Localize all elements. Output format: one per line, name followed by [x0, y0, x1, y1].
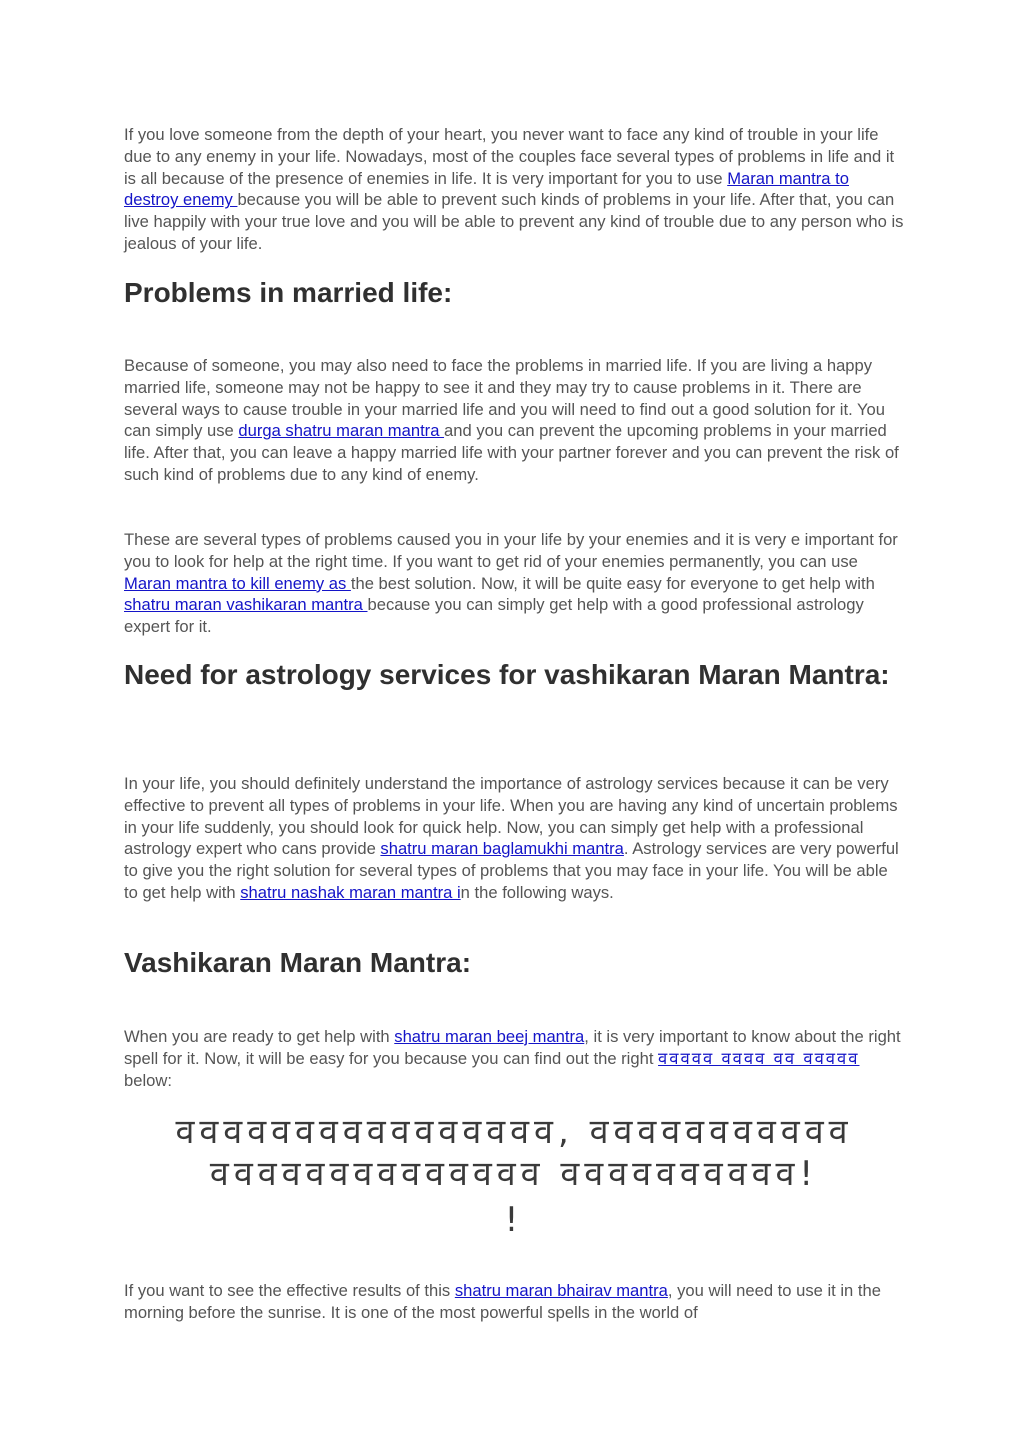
vashikaran-text-after: below: — [124, 1070, 172, 1090]
astrology-text-before: In your life, you should definitely understand the importance of astrology services because it can be very effective to prevent all types of problems in your life. When you are having any kind of uncertain problems in your life suddenly, you should look for quick help. Now, you can simply get help with a professional astrology expert who cans provide — [124, 774, 898, 859]
heading-need-astrology-services: Need for astrology services for vashikaran Maran Mantra: — [124, 659, 890, 690]
intro-text-after: because you will be able to prevent such kinds of problems in your life. After that, you can live happily with your true love and you will be able to prevent any kind of trouble due to any person who is jealous of your life. — [124, 190, 904, 253]
vashikaran-paragraph — [124, 1026, 904, 1091]
astrology-paragraph — [124, 773, 904, 904]
heading-problems-married-life: Problems in married life: — [124, 277, 453, 308]
mantra-block — [124, 1111, 904, 1241]
vashikaran-text-mid: , it is very important to know about the right spell for it. Now, it will be easy for you because you can find out the right — [124, 1027, 901, 1068]
link-maran-mantra-kill-enemy[interactable]: Maran mantra to kill enemy as — [124, 573, 351, 593]
mantra-line-1: वववववववववववववववव, ववववववववववव — [175, 1112, 853, 1152]
astrology-text-after: n the following ways. — [460, 882, 614, 902]
married-p2-text-after: because you can simply get help with a good professional astrology expert for it. — [124, 595, 864, 637]
link-shatru-maran-beej-mantra[interactable]: shatru maran beej mantra — [394, 1027, 585, 1046]
married-p2-text-before: These are several types of problems caused you in your life by your enemies and it is very e important for you to look for help at the right time. If you want to get rid of your enemies permanently, you can use — [124, 530, 898, 571]
mantra-line-3: ! — [504, 1200, 524, 1240]
married-p2-text-mid: the best solution. Now, it will be quite easy for everyone to get help with — [350, 573, 875, 593]
link-shatru-nashak-maran-mantra[interactable]: shatru nashak maran mantra i — [240, 882, 461, 902]
bhairav-text-before: If you want to see the effective results of this — [124, 1281, 455, 1300]
vashikaran-text-before: When you are ready to get help with — [124, 1027, 395, 1046]
married-p1-text-after: and you can prevent the upcoming problems in your married life. After that, you can leave a happy married life with your partner forever and you can prevent the risk of such kind of problems due to any kind of enemy. — [124, 421, 899, 484]
link-durga-shatru-maran-mantra[interactable]: durga shatru maran mantra — [238, 421, 445, 441]
link-maran-mantra-destroy-enemy[interactable]: Maran mantra to destroy enemy — [124, 168, 849, 210]
link-shatru-maran-baglamukhi-mantra[interactable]: shatru maran baglamukhi mantra — [380, 839, 624, 859]
link-shatru-maran-bhairav-mantra[interactable]: shatru maran bhairav mantra — [454, 1281, 668, 1300]
intro-paragraph — [124, 124, 904, 255]
intro-text-before: If you love someone from the depth of your heart, you never want to face any kind of trouble in your life due to any enemy in your life. Nowadays, most of the couples face several types of problems in life and it is all because of the presence of enemies in life. It is very important for you to use — [124, 125, 895, 188]
bhairav-text-after: , you will need to use it in the morning before the sunrise. It is one of the most powerful spells in the world of — [124, 1281, 881, 1322]
heading-vashikaran-maran-mantra: Vashikaran Maran Mantra: — [124, 947, 472, 978]
link-shatru-maran-vashikaran-mantra[interactable]: shatru maran vashikaran mantra — [124, 595, 368, 615]
married-paragraph-2 — [124, 529, 904, 638]
astrology-text-mid: . Astrology services are very powerful to give you the right solution for several types of problems that you may face in your life. You will be able to get help with — [124, 839, 899, 902]
married-paragraph-1 — [124, 355, 904, 486]
mantra-line-2: वववववववववववववव वववववववववव! — [209, 1154, 819, 1194]
link-devanagari-placeholder[interactable]: ववववव वववव वव ववववव — [658, 1048, 860, 1068]
married-p1-text-before: Because of someone, you may also need to face the problems in married life. If you are living a happy married life, someone may not be happy to see it and they may try to cause problems in it. There are several ways to cause trouble in your married life and you will need to find out a good solution for it. You can simply use — [124, 356, 885, 441]
bhairav-paragraph — [124, 1280, 904, 1324]
